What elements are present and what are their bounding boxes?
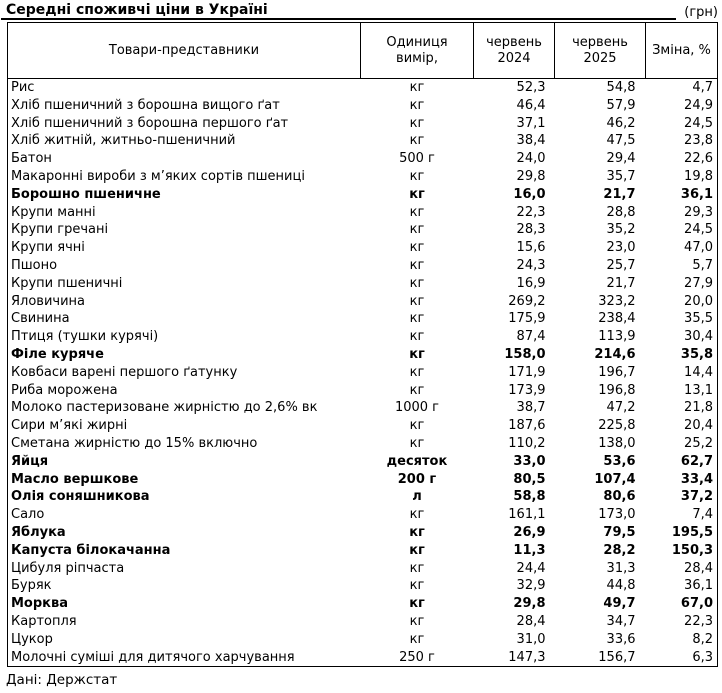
unit-cell: кг xyxy=(409,293,425,309)
unit-cell: кг xyxy=(409,275,425,291)
price-june-2024-cell: 187,6 xyxy=(508,418,546,434)
unit-cell: л xyxy=(412,489,422,505)
price-june-2025-cell: 53,6 xyxy=(603,453,636,469)
change-percent-cell: 4,7 xyxy=(692,80,713,95)
price-june-2025-cell: 173,0 xyxy=(598,507,636,523)
table-row xyxy=(8,204,718,222)
product-name-cell: Риба морожена xyxy=(11,382,118,398)
product-name-cell: Ковбаси варені першого ґатунку xyxy=(11,364,238,380)
unit-cell: кг xyxy=(409,382,425,398)
product-name-cell: Сало xyxy=(11,507,45,523)
col-header-unit: Одиниця вимір, xyxy=(361,23,474,79)
table-row xyxy=(8,328,718,346)
price-june-2025-cell: 113,9 xyxy=(598,329,636,345)
price-june-2025-cell: 29,4 xyxy=(606,151,636,167)
col-header-june-2024: червень 2024 xyxy=(474,23,555,79)
price-june-2024-cell: 161,1 xyxy=(508,507,546,523)
price-june-2025-cell: 21,7 xyxy=(603,186,636,202)
unit-cell: кг xyxy=(409,542,425,558)
unit-cell: кг xyxy=(409,133,425,149)
price-june-2025-cell: 57,9 xyxy=(606,97,636,113)
price-june-2024-cell: 28,3 xyxy=(516,222,546,238)
price-june-2025-cell: 54,8 xyxy=(606,80,636,95)
table-row xyxy=(8,488,718,506)
product-name-cell: Сметана жирністю до 15% включно xyxy=(11,435,258,451)
unit-cell: кг xyxy=(409,364,425,380)
unit-cell: 500 г xyxy=(399,151,435,167)
change-percent-cell: 20,4 xyxy=(684,418,713,434)
change-percent-cell: 28,4 xyxy=(684,560,713,576)
product-name-cell: Птиця (тушки курячі) xyxy=(11,329,159,345)
price-june-2024-cell: 37,1 xyxy=(516,115,546,131)
table-row xyxy=(8,115,718,133)
price-june-2024-cell: 173,9 xyxy=(508,382,546,398)
price-june-2024-cell: 31,0 xyxy=(516,631,546,647)
table-row xyxy=(8,186,718,204)
price-june-2025-cell: 47,5 xyxy=(606,133,636,149)
product-name-cell: Молоко пастеризоване жирністю до 2,6% вк xyxy=(11,400,318,416)
price-june-2024-cell: 147,3 xyxy=(508,649,546,665)
change-percent-cell: 25,2 xyxy=(684,435,713,451)
product-name-cell: Хліб житній, житньо-пшеничний xyxy=(11,133,236,149)
product-name-cell: Пшоно xyxy=(11,257,58,273)
price-june-2024-cell: 15,6 xyxy=(516,240,546,256)
change-percent-cell: 22,6 xyxy=(684,151,713,167)
price-june-2024-cell: 158,0 xyxy=(504,346,546,362)
table-row xyxy=(8,257,718,275)
product-name-cell: Хліб пшеничний з борошна першого ґат xyxy=(11,115,289,131)
price-june-2024-cell: 24,3 xyxy=(516,257,546,273)
product-name-cell: Борошно пшеничне xyxy=(11,186,161,202)
unit-cell: 250 г xyxy=(399,649,435,665)
product-name-cell: Яблука xyxy=(11,524,66,540)
product-name-cell: Філе куряче xyxy=(11,346,104,362)
price-june-2024-cell: 110,2 xyxy=(508,435,546,451)
change-percent-cell: 35,5 xyxy=(684,311,713,327)
price-june-2024-cell: 28,4 xyxy=(516,613,546,629)
change-percent-cell: 14,4 xyxy=(684,364,713,380)
product-name-cell: Хліб пшеничний з борошна вищого ґат xyxy=(11,97,280,113)
unit-cell: 200 г xyxy=(397,471,437,487)
price-june-2024-cell: 26,9 xyxy=(513,524,546,540)
change-percent-cell: 8,2 xyxy=(692,631,713,647)
col-header-change-percent: Зміна, % xyxy=(646,23,718,79)
price-june-2025-cell: 21,7 xyxy=(606,275,636,291)
change-percent-cell: 7,4 xyxy=(692,507,713,523)
product-name-cell: Свинина xyxy=(11,311,70,327)
change-percent-cell: 22,3 xyxy=(684,613,713,629)
product-name-cell: Яйця xyxy=(11,453,49,469)
change-percent-cell: 36,1 xyxy=(680,186,713,202)
unit-cell: кг xyxy=(409,631,425,647)
unit-cell: кг xyxy=(409,311,425,327)
price-june-2025-cell: 156,7 xyxy=(598,649,636,665)
price-june-2025-cell: 225,8 xyxy=(598,418,636,434)
price-june-2025-cell: 35,2 xyxy=(606,222,636,238)
table-row xyxy=(8,435,718,453)
change-percent-cell: 23,8 xyxy=(684,133,713,149)
change-percent-cell: 47,0 xyxy=(684,240,713,256)
change-percent-cell: 29,3 xyxy=(684,204,713,220)
product-name-cell: Рис xyxy=(11,80,35,95)
price-june-2024-cell: 11,3 xyxy=(513,542,546,558)
product-name-cell: Картопля xyxy=(11,613,77,629)
unit-cell: кг xyxy=(409,204,425,220)
price-june-2025-cell: 196,7 xyxy=(598,364,636,380)
price-june-2025-cell: 323,2 xyxy=(598,293,636,309)
price-june-2024-cell: 80,5 xyxy=(513,471,546,487)
table-row xyxy=(8,382,718,400)
unit-cell: кг xyxy=(409,168,425,184)
title-bar xyxy=(1,3,720,20)
change-percent-cell: 27,9 xyxy=(684,275,713,291)
price-june-2025-cell: 44,8 xyxy=(606,578,636,594)
table-row xyxy=(8,471,718,489)
source-note: Дані: Держстат xyxy=(6,672,118,689)
price-june-2025-cell: 46,2 xyxy=(606,115,636,131)
change-percent-cell: 19,8 xyxy=(684,168,713,184)
table-row xyxy=(8,613,718,631)
prices-table xyxy=(7,22,718,667)
unit-cell: кг xyxy=(409,97,425,113)
product-name-cell: Молочні суміші для дитячого харчування xyxy=(11,649,295,665)
change-percent-cell: 13,1 xyxy=(684,382,713,398)
table-header xyxy=(8,23,718,79)
product-name-cell: Крупи гречані xyxy=(11,222,109,238)
price-june-2025-cell: 31,3 xyxy=(606,560,636,576)
unit-cell: кг xyxy=(409,257,425,273)
unit-cell: кг xyxy=(409,560,425,576)
price-june-2024-cell: 87,4 xyxy=(516,329,546,345)
change-percent-cell: 62,7 xyxy=(680,453,713,469)
price-june-2025-cell: 138,0 xyxy=(598,435,636,451)
table-row xyxy=(8,150,718,168)
change-percent-cell: 5,7 xyxy=(692,257,713,273)
change-percent-cell: 195,5 xyxy=(671,524,713,540)
change-percent-cell: 37,2 xyxy=(680,489,713,505)
unit-cell: кг xyxy=(409,115,425,131)
table-row xyxy=(8,310,718,328)
price-june-2024-cell: 22,3 xyxy=(516,204,546,220)
table-row xyxy=(8,560,718,578)
price-june-2024-cell: 32,9 xyxy=(516,578,546,594)
change-percent-cell: 30,4 xyxy=(684,329,713,345)
unit-cell: кг xyxy=(409,596,425,612)
price-june-2024-cell: 52,3 xyxy=(516,80,546,95)
price-june-2024-cell: 175,9 xyxy=(508,311,546,327)
change-percent-cell: 67,0 xyxy=(680,596,713,612)
product-name-cell: Буряк xyxy=(11,578,52,594)
col-header-june-2025: червень 2025 xyxy=(555,23,646,79)
table-row xyxy=(8,346,718,364)
price-june-2025-cell: 238,4 xyxy=(598,311,636,327)
table-row xyxy=(8,524,718,542)
change-percent-cell: 20,0 xyxy=(684,293,713,309)
unit-cell: кг xyxy=(409,418,425,434)
price-june-2024-cell: 29,8 xyxy=(516,168,546,184)
price-june-2024-cell: 24,4 xyxy=(516,560,546,576)
price-june-2025-cell: 28,2 xyxy=(603,542,636,558)
price-june-2025-cell: 79,5 xyxy=(603,524,636,540)
price-june-2025-cell: 214,6 xyxy=(594,346,636,362)
table-body xyxy=(8,79,718,667)
product-name-cell: Крупи ячні xyxy=(11,240,85,256)
product-name-cell: Крупи манні xyxy=(11,204,96,220)
table-row xyxy=(8,293,718,311)
product-name-cell: Сири м’які жирні xyxy=(11,418,128,434)
product-name-cell: Цукор xyxy=(11,631,53,647)
price-june-2025-cell: 28,8 xyxy=(606,204,636,220)
change-percent-cell: 33,4 xyxy=(680,471,713,487)
price-june-2025-cell: 35,7 xyxy=(606,168,636,184)
price-june-2024-cell: 46,4 xyxy=(516,97,546,113)
table-row xyxy=(8,79,718,97)
product-name-cell: Цибуля ріпчаста xyxy=(11,560,125,576)
unit-cell: десяток xyxy=(386,453,448,469)
table-row xyxy=(8,132,718,150)
change-percent-cell: 150,3 xyxy=(671,542,713,558)
price-june-2025-cell: 196,8 xyxy=(598,382,636,398)
price-june-2025-cell: 25,7 xyxy=(606,257,636,273)
table-row xyxy=(8,506,718,524)
price-june-2025-cell: 80,6 xyxy=(603,489,636,505)
price-june-2024-cell: 29,8 xyxy=(513,596,546,612)
unit-cell: кг xyxy=(409,578,425,594)
price-june-2025-cell: 47,2 xyxy=(606,400,636,416)
price-june-2025-cell: 34,7 xyxy=(606,613,636,629)
product-name-cell: Капуста білокачанна xyxy=(11,542,171,558)
currency-unit-note: (грн) xyxy=(684,5,718,20)
price-june-2025-cell: 107,4 xyxy=(594,471,636,487)
change-percent-cell: 35,8 xyxy=(680,346,713,362)
product-name-cell: Батон xyxy=(11,151,52,167)
table-row xyxy=(8,595,718,613)
table-row xyxy=(8,631,718,649)
col-header-products: Товари-представники xyxy=(8,23,361,79)
table-row xyxy=(8,168,718,186)
unit-cell: кг xyxy=(409,507,425,523)
table-row xyxy=(8,542,718,560)
unit-cell: кг xyxy=(409,186,425,202)
product-name-cell: Морква xyxy=(11,596,68,612)
unit-cell: кг xyxy=(409,435,425,451)
table-row xyxy=(8,417,718,435)
table-header-row xyxy=(8,23,718,79)
page-title: Середні споживчі ціни в Україні xyxy=(1,3,676,20)
unit-cell: 1000 г xyxy=(394,400,440,416)
price-june-2024-cell: 38,7 xyxy=(516,400,546,416)
price-june-2024-cell: 58,8 xyxy=(513,489,546,505)
unit-cell: кг xyxy=(409,240,425,256)
table-row xyxy=(8,97,718,115)
table-row xyxy=(8,221,718,239)
price-june-2024-cell: 38,4 xyxy=(516,133,546,149)
change-percent-cell: 24,5 xyxy=(684,222,713,238)
table-row xyxy=(8,275,718,293)
table-row xyxy=(8,649,718,667)
price-june-2024-cell: 269,2 xyxy=(508,293,546,309)
unit-cell: кг xyxy=(409,613,425,629)
table-row xyxy=(8,399,718,417)
unit-cell: кг xyxy=(409,524,425,540)
change-percent-cell: 24,5 xyxy=(684,115,713,131)
change-percent-cell: 6,3 xyxy=(692,649,713,665)
price-june-2024-cell: 16,9 xyxy=(516,275,546,291)
change-percent-cell: 36,1 xyxy=(684,578,713,594)
unit-cell: кг xyxy=(409,346,425,362)
unit-cell: кг xyxy=(409,80,425,95)
price-june-2024-cell: 16,0 xyxy=(513,186,546,202)
unit-cell: кг xyxy=(409,329,425,345)
table-row xyxy=(8,453,718,471)
price-june-2025-cell: 33,6 xyxy=(606,631,636,647)
price-june-2024-cell: 171,9 xyxy=(508,364,546,380)
unit-cell: кг xyxy=(409,222,425,238)
product-name-cell: Крупи пшеничні xyxy=(11,275,123,291)
change-percent-cell: 24,9 xyxy=(684,97,713,113)
product-name-cell: Яловичина xyxy=(11,293,86,309)
table-row xyxy=(8,577,718,595)
price-june-2024-cell: 24,0 xyxy=(516,151,546,167)
table-row xyxy=(8,239,718,257)
price-june-2024-cell: 33,0 xyxy=(513,453,546,469)
product-name-cell: Масло вершкове xyxy=(11,471,139,487)
table-row xyxy=(8,364,718,382)
change-percent-cell: 21,8 xyxy=(684,400,713,416)
price-june-2025-cell: 49,7 xyxy=(603,596,636,612)
product-name-cell: Олія соняшникова xyxy=(11,489,150,505)
product-name-cell: Макаронні вироби з м’яких сортів пшениці xyxy=(11,168,305,184)
price-june-2025-cell: 23,0 xyxy=(606,240,636,256)
